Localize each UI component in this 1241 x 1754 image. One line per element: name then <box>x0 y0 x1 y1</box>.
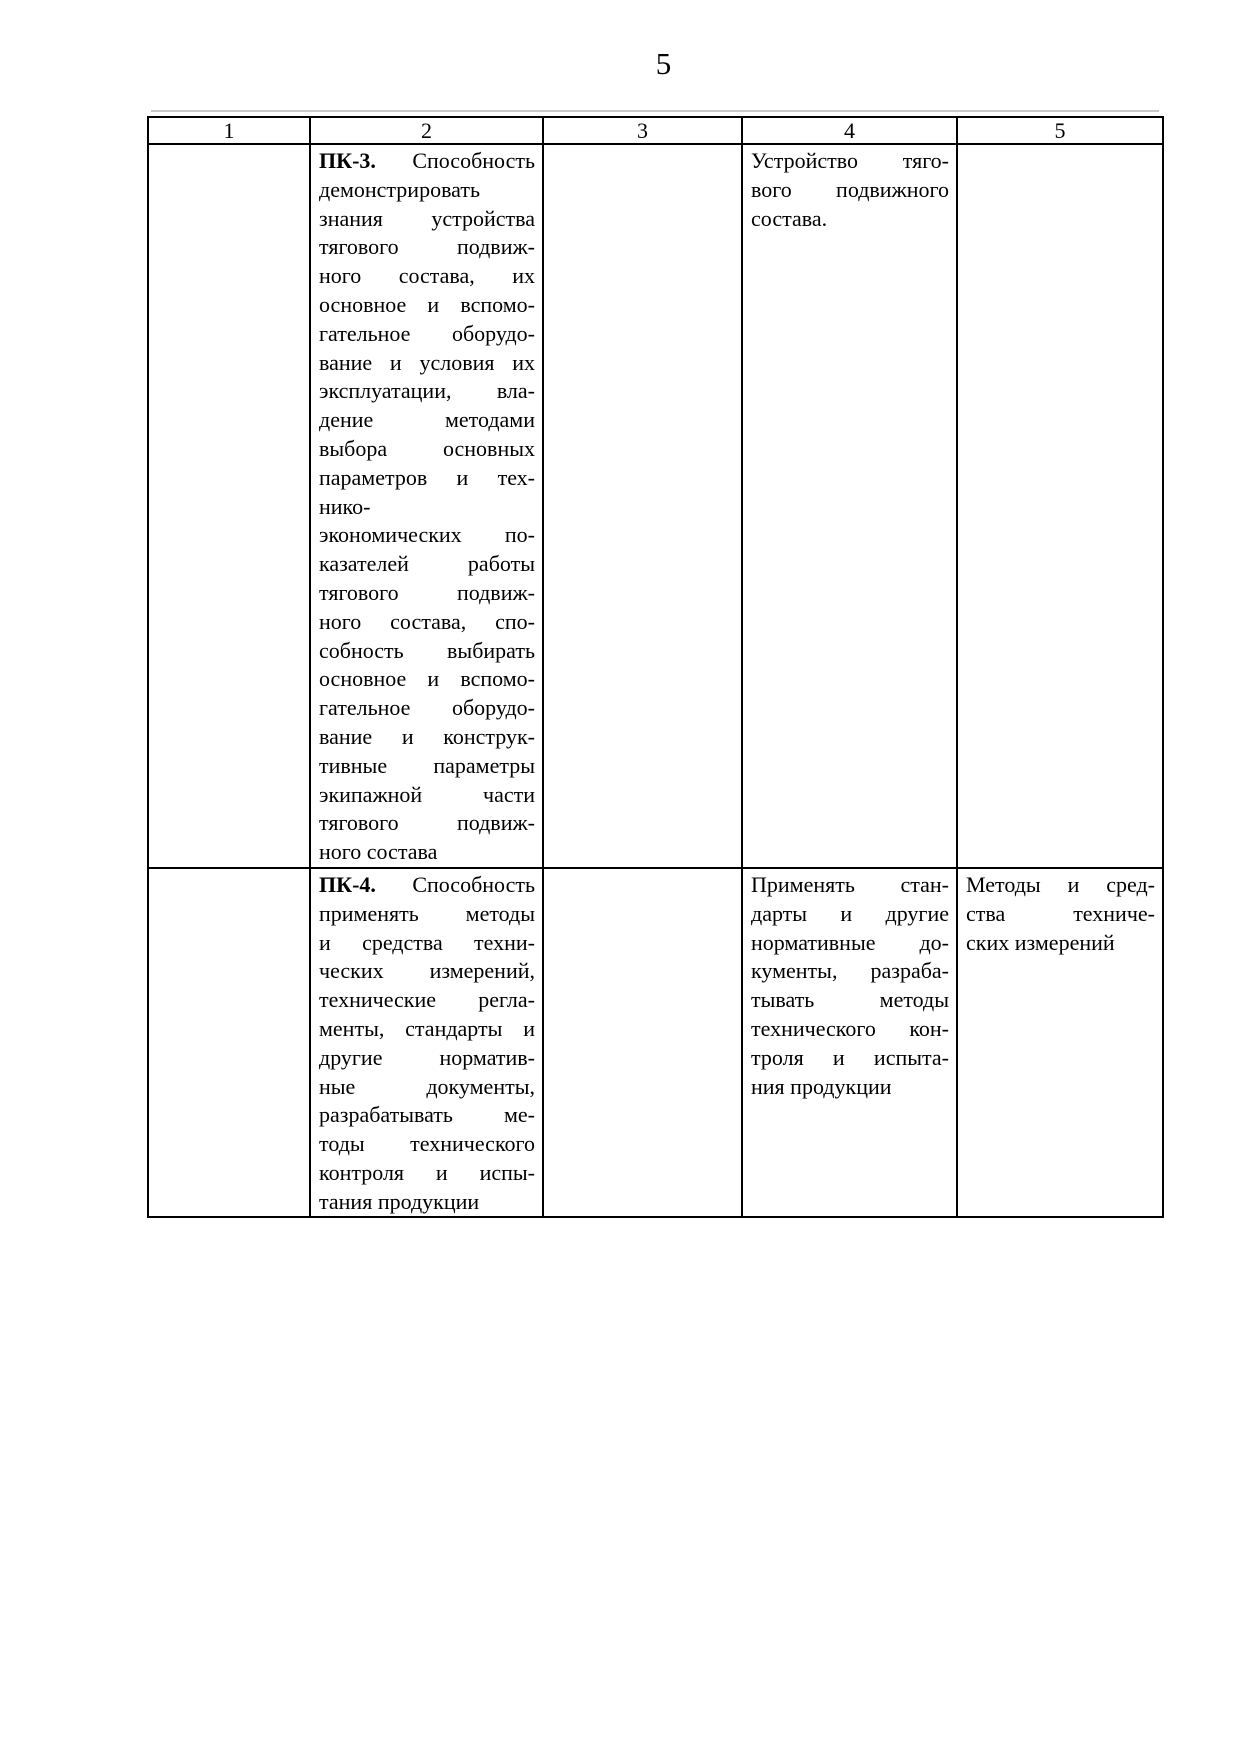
text-line: демонстрировать <box>319 176 481 202</box>
table-row-pk3 <box>148 144 1163 868</box>
text-line: вание и условия их <box>319 349 535 375</box>
competency-code-pk4: ПК-4. <box>319 871 376 897</box>
text-line: ских измерений <box>966 929 1115 955</box>
text-line: гательное оборудо- <box>319 695 535 721</box>
text-line: тягового подвиж- <box>319 579 535 605</box>
text-line: дение методами <box>319 407 535 433</box>
text-line: Применять стан- <box>751 871 949 897</box>
cell-pk4-col1-empty <box>148 868 310 1218</box>
text-line: кументы, разраба- <box>751 958 949 984</box>
text-line: ния продукции <box>751 1073 892 1099</box>
text-line: тягового подвиж- <box>319 810 535 836</box>
column-header-3: 3 <box>543 117 742 144</box>
text-line: основное и вспомо- <box>319 666 535 692</box>
text-line: Методы и сред- <box>966 871 1155 897</box>
text-line: ного состава, спо- <box>319 608 535 634</box>
column-header-1: 1 <box>148 117 310 144</box>
methods-text-pk4 <box>966 871 1155 957</box>
text-line: троля и испыта- <box>751 1044 949 1070</box>
text-line: ного состава <box>319 839 438 865</box>
cell-pk4-competency <box>310 868 543 1218</box>
text-line: технические регла- <box>319 987 535 1013</box>
text-line: ства техниче- <box>966 900 1155 926</box>
text-line: Устройство тяго- <box>751 148 949 173</box>
cell-pk3-col4 <box>742 144 957 868</box>
text-line: и средства техни- <box>319 929 535 955</box>
cell-pk3-col5-empty <box>957 144 1163 868</box>
competency-first-line-rest: Способность <box>412 148 535 173</box>
text-line: тывать методы <box>751 987 949 1013</box>
text-line: другие норматив- <box>319 1044 535 1070</box>
text-line: собность выбирать <box>319 637 535 663</box>
text-line: тания продукции <box>319 1188 480 1214</box>
text-line: тягового подвиж- <box>319 234 535 260</box>
text-line: технического кон- <box>751 1015 949 1041</box>
text-line: основное и вспомо- <box>319 291 535 317</box>
cell-pk3-col3-empty <box>543 144 742 868</box>
column-header-5: 5 <box>957 117 1163 144</box>
text-line: вание и конструк- <box>319 723 535 749</box>
column-header-2: 2 <box>310 117 543 144</box>
text-line: ческих измерений, <box>319 958 535 984</box>
text-line: тивные параметры <box>319 752 535 778</box>
text-line: ного состава, их <box>319 263 535 289</box>
text-line: вого подвижного <box>751 176 949 202</box>
cell-pk4-col5 <box>957 868 1163 1218</box>
text-line <box>319 147 535 176</box>
text-line: состава. <box>751 205 828 231</box>
text-line: казателей работы <box>319 551 535 577</box>
cell-pk4-col3-empty <box>543 868 742 1218</box>
competency-description-pk4 <box>319 900 535 1217</box>
text-line: нормативные до- <box>751 929 949 955</box>
scan-artifact-line <box>151 110 1159 112</box>
competency-code-pk3: ПК-3. <box>319 148 376 173</box>
cell-pk4-col4 <box>742 868 957 1218</box>
text-line: дарты и другие <box>751 900 949 926</box>
knowledge-text-pk3 <box>751 147 949 233</box>
text-line: знания устройства <box>319 205 535 231</box>
text-line: применять методы <box>319 900 535 926</box>
text-line: разрабатывать ме- <box>319 1102 535 1128</box>
competency-first-line-rest: Способность <box>412 871 535 897</box>
text-line: ные документы, <box>319 1073 535 1099</box>
competency-description-pk3 <box>319 176 535 867</box>
page-number: 5 <box>655 46 672 81</box>
cell-pk3-col1-empty <box>148 144 310 868</box>
text-line <box>319 871 535 900</box>
table-row-pk4 <box>148 868 1163 1218</box>
text-line: параметров и тех- <box>319 464 535 490</box>
text-line: экономических по- <box>319 522 535 548</box>
apply-text-pk4 <box>751 871 949 1101</box>
text-line: экипажной части <box>319 781 535 807</box>
text-line: нико- <box>319 493 371 519</box>
text-line: эксплуатации, вла- <box>319 378 535 404</box>
text-line: контроля и испы- <box>319 1159 535 1185</box>
cell-pk3-competency <box>310 144 543 868</box>
text-line: выбора основных <box>319 435 535 461</box>
competency-table <box>147 116 1164 1218</box>
text-line: тоды технического <box>319 1131 535 1157</box>
text-line: менты, стандарты и <box>319 1015 535 1041</box>
column-header-4: 4 <box>742 117 957 144</box>
text-line: гательное оборудо- <box>319 320 535 346</box>
table-header-row <box>148 117 1163 144</box>
